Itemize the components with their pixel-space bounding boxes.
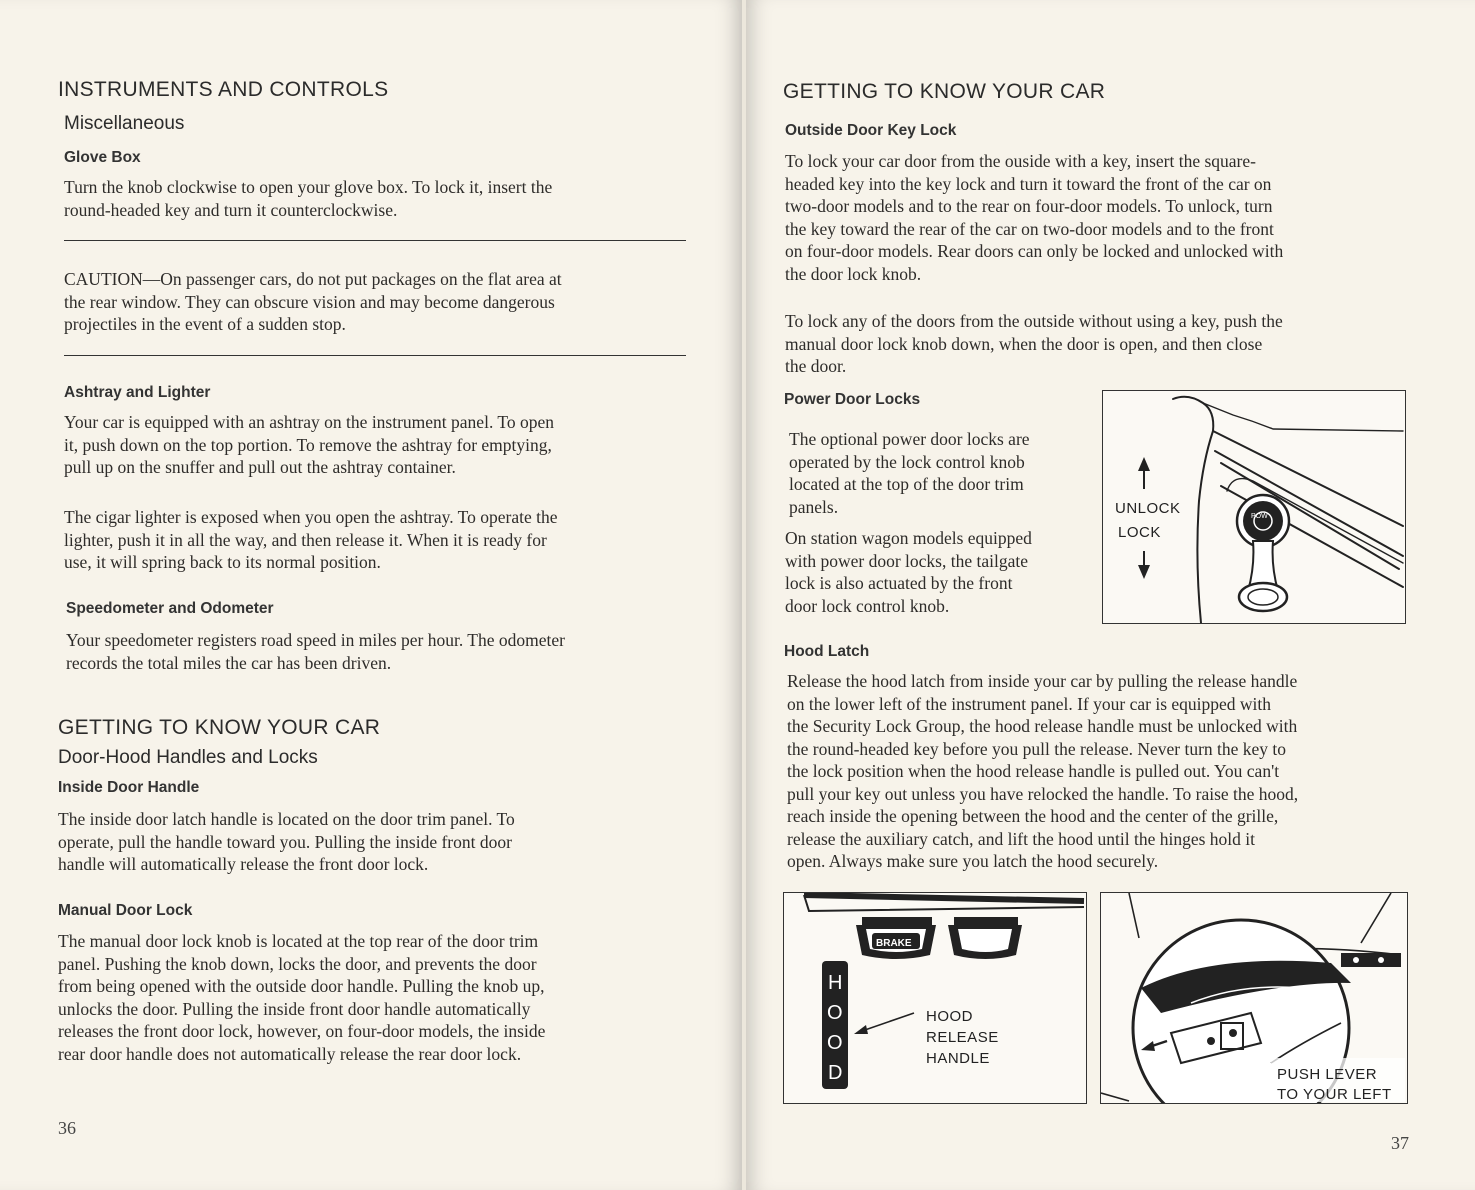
text-line: the Security Lock Group, the hood release handle must be unlocked with (787, 716, 1298, 736)
brake-pedal-icon (856, 917, 936, 959)
text-line: pull your key out unless you have relocked the handle. To raise the hood, (787, 783, 1299, 804)
unlock-arrow-icon (1138, 457, 1150, 489)
text-line: Turn the knob clockwise to open your glove box. To lock it, insert the (64, 177, 553, 197)
hood-letter: O (827, 1032, 843, 1054)
text-line: door lock control knob. (785, 595, 950, 616)
hood-release-illustration (784, 893, 1086, 1103)
unlock-label: UNLOCK (1115, 500, 1181, 517)
text-line: the round-headed key before you pull the release. Never turn the key to (787, 738, 1287, 759)
right-page (746, 0, 1475, 1190)
glove-box-text (64, 176, 552, 221)
text-line: Your car is equipped with an ashtray on the instrument panel. To open (64, 412, 554, 432)
ashtray-text-1 (64, 411, 554, 479)
page-number-left: 36 (58, 1118, 76, 1138)
outside-lock-text-2 (785, 310, 1283, 378)
text-line: manual door lock knob down, when the door is open, and then close (785, 333, 1263, 354)
hood-handle-icon (822, 961, 848, 1089)
heading-glove-box: Glove Box (64, 149, 141, 166)
outside-lock-text (785, 150, 1283, 285)
subsection-door-hood: Door-Hood Handles and Locks (58, 747, 318, 768)
page-number-right: 37 (1391, 1133, 1409, 1153)
text-line: the lock position when the hood release handle is pulled out. You can't (787, 761, 1280, 781)
subsection-miscellaneous: Miscellaneous (64, 113, 185, 134)
section-title-getting-to-know: GETTING TO KNOW YOUR CAR (58, 716, 381, 739)
heading-speedometer: Speedometer and Odometer (66, 600, 274, 617)
text-line: handle will automatically release the front door lock. (58, 854, 429, 874)
heading-hood-latch: Hood Latch (784, 643, 870, 660)
text-line: rear door handle does not automatically release the rear door lock. (58, 1043, 522, 1064)
text-line: the key toward the rear of the car on two-door models and to the front (785, 218, 1274, 239)
hood-release-figure (783, 892, 1087, 1104)
text-line: The inside door latch handle is located on the door trim panel. To (58, 809, 515, 829)
text-line: releases the front door lock, however, on four-door models, the inside (58, 1021, 546, 1041)
text-line: the door. (785, 356, 847, 376)
inside-handle-text (58, 808, 515, 876)
callout-release: RELEASE (926, 1029, 999, 1046)
text-line: unlocks the door. Pulling the inside front door handle automatically (58, 998, 531, 1019)
callout-hood: HOOD (926, 1008, 973, 1025)
text-line: projectiles in the event of a sudden stop. (64, 314, 346, 334)
text-line: panel. Pushing the knob down, locks the door, and prevents the door (58, 953, 537, 974)
text-line: the rear window. They can obscure vision and may become dangerous (64, 291, 555, 312)
text-line: Release the hood latch from inside your car by pulling the release handle (787, 671, 1298, 691)
hood-latch-text (787, 670, 1298, 873)
lock-knob-icon (1237, 495, 1289, 611)
manual-lock-text (58, 930, 545, 1065)
heading-ashtray: Ashtray and Lighter (64, 384, 211, 401)
section-title-right: GETTING TO KNOW YOUR CAR (783, 80, 1106, 103)
heading-inside-door-handle: Inside Door Handle (58, 779, 200, 796)
hood-letter: D (828, 1062, 843, 1084)
text-line: located at the top of the door trim (789, 474, 1024, 494)
door-frame-curve (1173, 397, 1213, 431)
text-line: reach inside the opening between the hood and the center of the grille, (787, 806, 1279, 826)
caution-bottom-rule (64, 355, 686, 356)
power-locks-text-1 (789, 428, 1030, 518)
ashtray-text-2 (64, 506, 557, 574)
text-line: The manual door lock knob is located at the top rear of the door trim (58, 931, 539, 951)
text-line: lock is also actuated by the front (785, 573, 1013, 593)
text-line: Your speedometer registers road speed in miles per hour. The odometer (66, 630, 565, 650)
text-line: records the total miles the car has been driven. (66, 652, 392, 673)
heading-power-door-locks: Power Door Locks (784, 391, 921, 408)
callout-arrow-icon (854, 1013, 914, 1034)
text-line: operate, pull the handle toward you. Pulling the inside front door (58, 831, 512, 852)
caution-text (64, 268, 562, 336)
text-line: it, push down on the top portion. To remove the ashtray for emptying, (64, 434, 552, 455)
text-line: To lock your car door from the ouside with a key, insert the square- (785, 151, 1256, 171)
text-line: two-door models and to the rear on four-door models. To unlock, turn (785, 196, 1273, 216)
text-line: release the auxiliary catch, and lift the hood until the hinges hold it (787, 828, 1255, 849)
caution-top-rule (64, 240, 686, 241)
text-line: on the lower left of the instrument panel. If your car is equipped with (787, 693, 1272, 714)
text-line: operated by the lock control knob (789, 451, 1025, 472)
text-line: open. Always make sure you latch the hood securely. (787, 851, 1159, 871)
section-title-instruments: INSTRUMENTS AND CONTROLS (58, 78, 389, 101)
text-line: CAUTION—On passenger cars, do not put packages on the flat area at (64, 269, 562, 289)
lever-text-1: PUSH LEVER (1277, 1066, 1378, 1083)
text-line: use, it will spring back to its normal position. (64, 552, 381, 572)
text-line: round-headed key and turn it counterclockwise. (64, 199, 398, 220)
text-line: headed key into the key lock and turn it toward the front of the car on (785, 173, 1272, 194)
hinge-bolts (1341, 953, 1401, 967)
accelerator-pedal-icon (948, 917, 1022, 959)
text-line: On station wagon models equipped (785, 528, 1032, 548)
hood-lever-illustration (1101, 893, 1407, 1103)
text-line: panels. (789, 496, 839, 517)
callout-handle: HANDLE (926, 1050, 990, 1067)
power-lock-figure (1102, 390, 1406, 624)
lock-arrow-icon (1138, 551, 1150, 579)
text-line: from being opened with the outside door handle. Pulling the knob up, (58, 976, 545, 996)
hood-letter: H (828, 972, 843, 994)
text-line: on four-door models. Rear doors can only be locked and unlocked with (785, 241, 1284, 261)
text-line: lighter, push it in all the way, and then release it. When it is ready for (64, 529, 547, 550)
power-locks-text-2 (785, 527, 1032, 617)
text-line: The optional power door locks are (789, 429, 1030, 449)
hood-lever-figure (1100, 892, 1408, 1104)
text-line: The cigar lighter is exposed when you open the ashtray. To operate the (64, 507, 558, 527)
hood-letter: O (827, 1002, 843, 1024)
power-lock-illustration (1103, 391, 1405, 623)
brake-label: BRAKE (876, 938, 912, 949)
heading-manual-door-lock: Manual Door Lock (58, 902, 193, 919)
text-line: pull up on the snuffer and pull out the ashtray container. (64, 457, 456, 477)
svg-text:POW: POW (1251, 513, 1268, 520)
text-line: To lock any of the doors from the outside without using a key, push the (785, 311, 1283, 331)
text-line: the door lock knob. (785, 263, 922, 284)
text-line: with power door locks, the tailgate (785, 550, 1028, 571)
heading-outside-key-lock: Outside Door Key Lock (785, 122, 957, 139)
lock-label: LOCK (1118, 524, 1161, 541)
lever-text-2: TO YOUR LEFT (1277, 1086, 1392, 1103)
speedometer-text (66, 629, 565, 674)
